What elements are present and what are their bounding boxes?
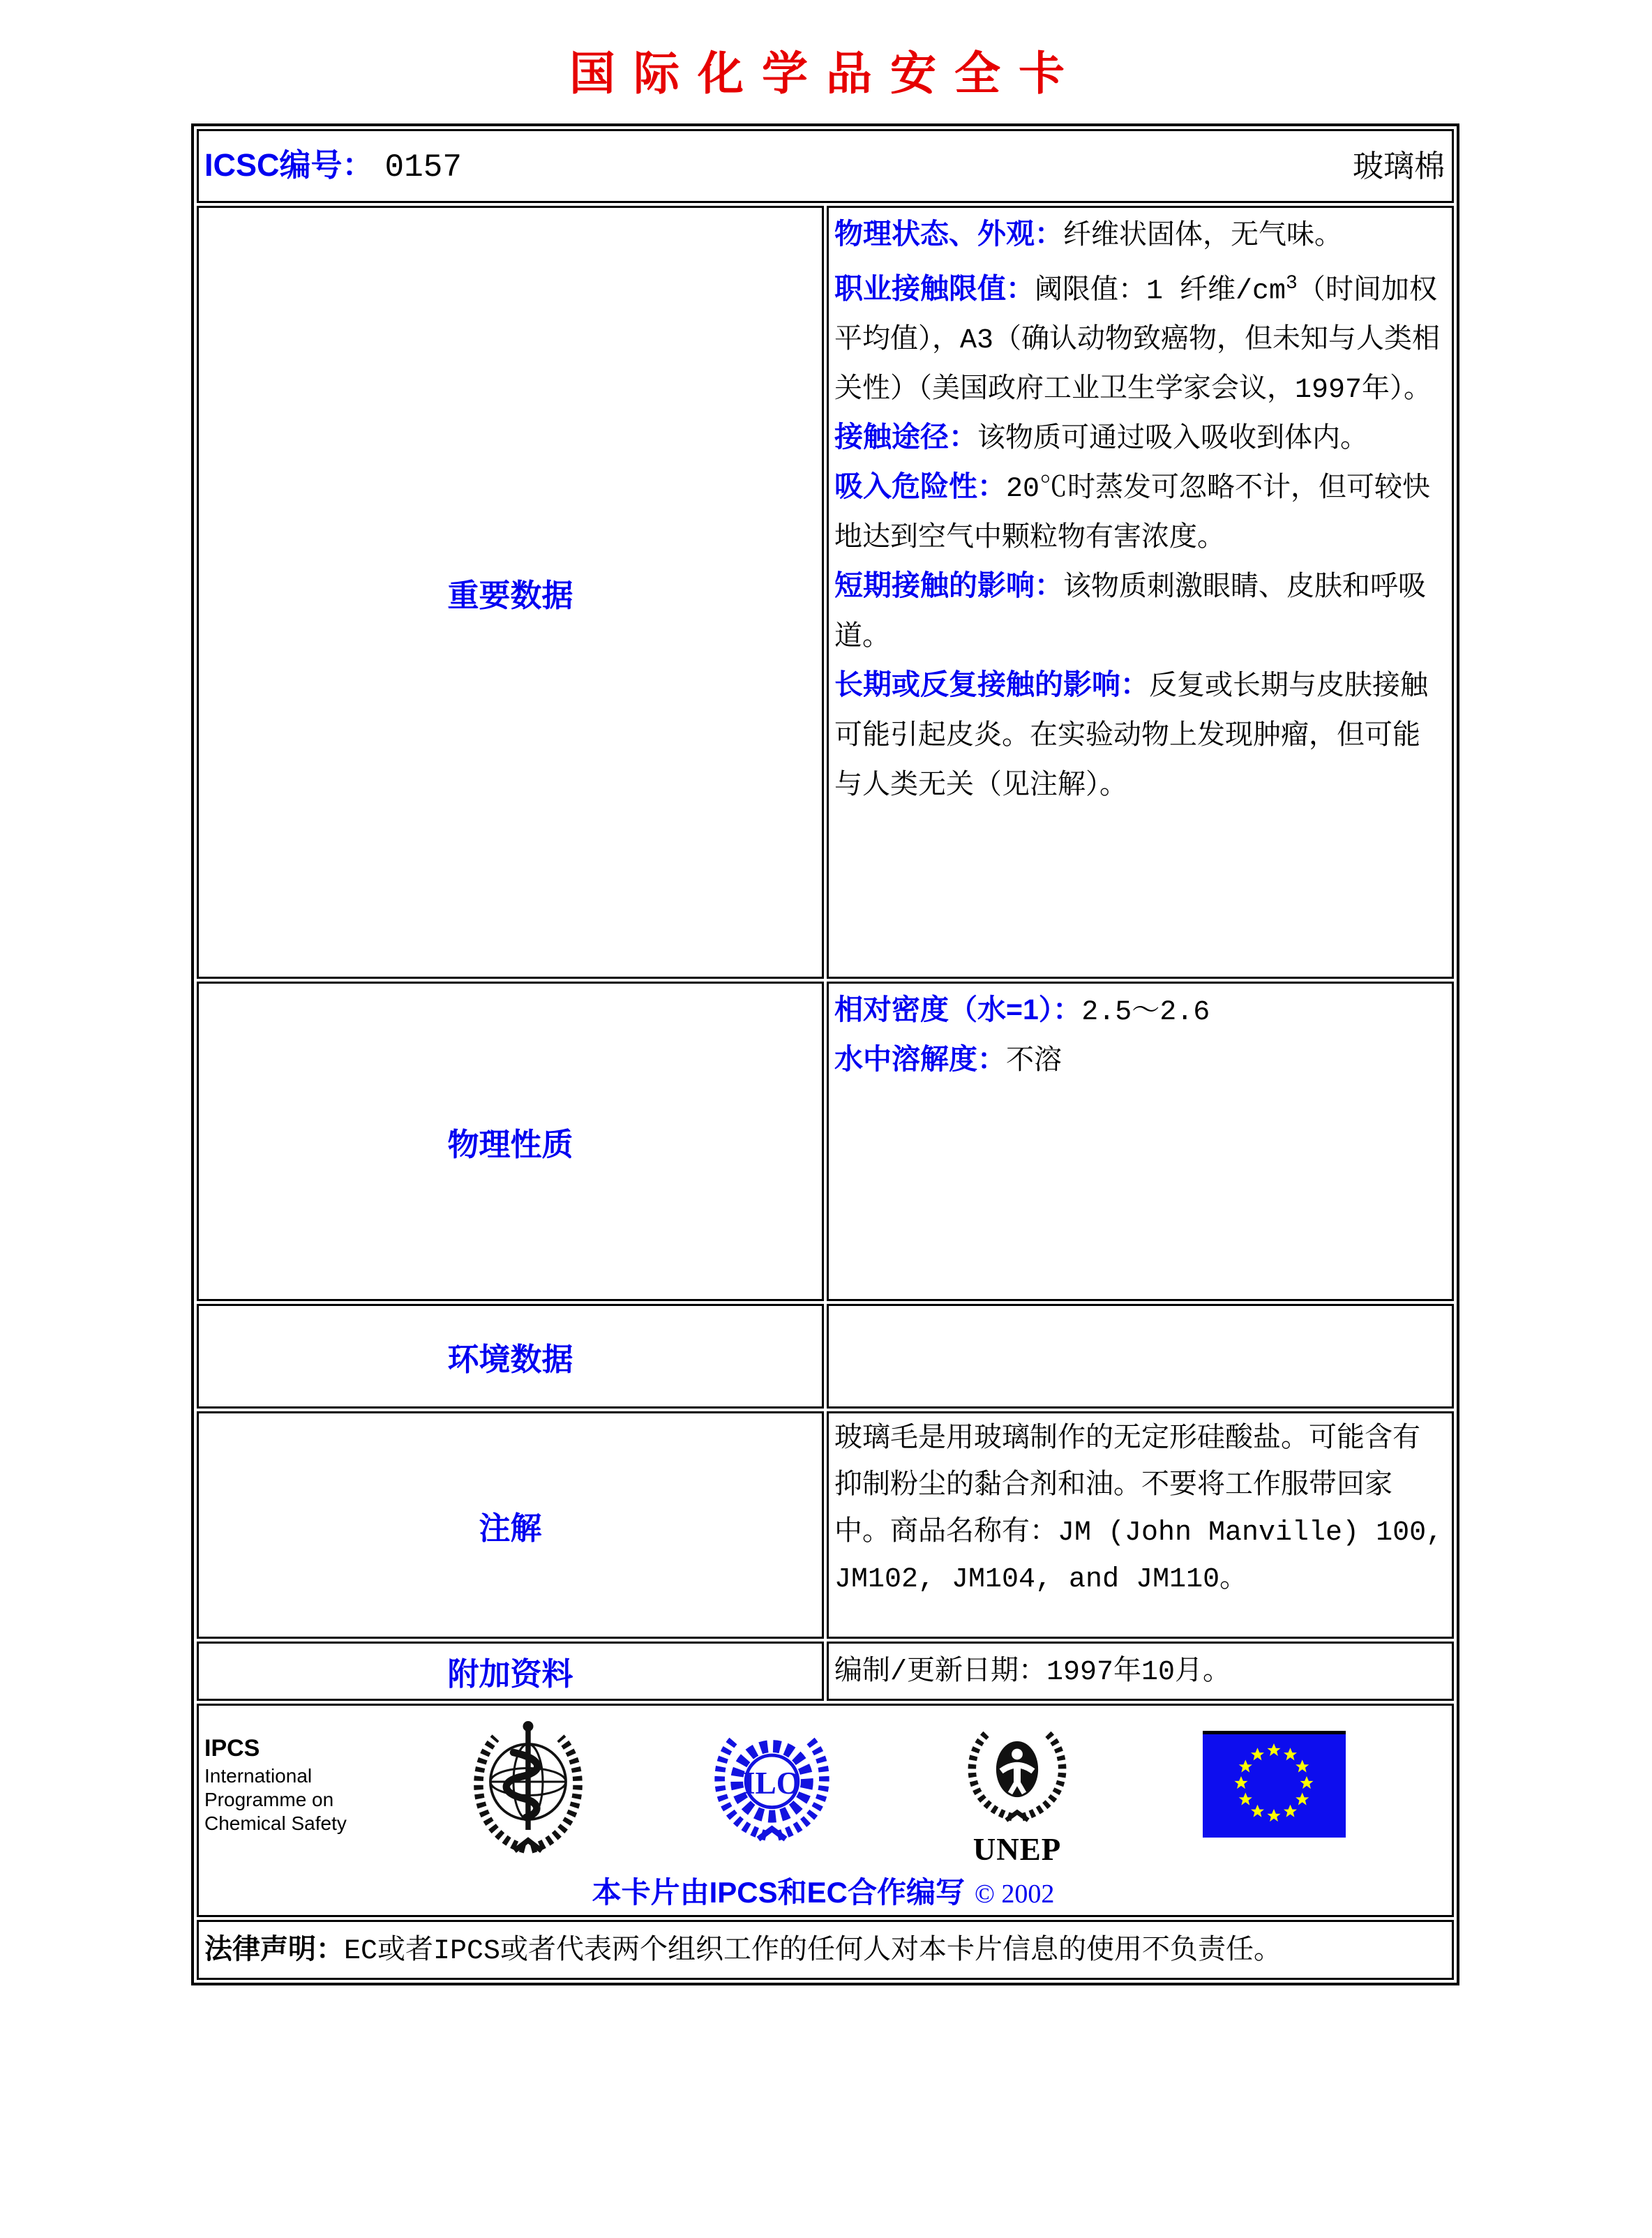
ipcs-acronym: IPCS: [204, 1735, 260, 1762]
field-inhalation-risk: 吸入危险性：20℃时蒸发可忽略不计，但可较快地达到空气中颗粒物有害浓度。: [834, 470, 1431, 555]
substance-name: 玻璃棉: [1353, 149, 1445, 183]
field-relative-density: 相对密度（水=1）：2.5～2.6: [834, 993, 1210, 1028]
important-data-row: [197, 206, 1454, 979]
ipcs-line-3: Chemical Safety: [204, 1812, 347, 1834]
field-long-term-effects: 长期或反复接触的影响：反复或长期与皮肤接触可能引起皮炎。在实验动物上发现肿瘤，但可能与人类无关（见注解）。: [834, 668, 1428, 803]
unep-label: UNEP: [973, 1832, 1062, 1867]
section-label-additional-info: 附加资料: [197, 1642, 824, 1701]
eu-flag-icon: [1203, 1731, 1346, 1838]
field-short-term-effects: 短期接触的影响：该物质刺激眼睛、皮肤和呼吸道。: [834, 569, 1426, 654]
footer-row: [197, 1704, 1454, 1917]
page-title: 国际化学品安全卡: [569, 46, 1083, 100]
field-occupational-exposure-limits: 职业接触限值：阈限值：1 纤维$/cm^3$（时间加权平均值），A3（确认动物致癌物，但未知与人类相关性）（美国政府工业卫生学家会议，1997年）。: [834, 272, 1441, 407]
svg-text:ILO: ILO: [742, 1766, 802, 1801]
ilo-emblem-icon: [704, 1722, 840, 1856]
footer-cell: [197, 1704, 1454, 1917]
who-emblem-icon: [465, 1717, 591, 1869]
caption-text: 本卡片由IPCS和EC合作编写: [592, 1876, 965, 1909]
ipcs-line-1: International: [204, 1765, 313, 1787]
additional-info-row: [197, 1642, 1454, 1701]
field-exposure-routes: 接触途径：该物质可通过吸入吸收到体内。: [834, 421, 1368, 456]
logos-row: [204, 1713, 1442, 1869]
caption-copyright: © 2002: [975, 1879, 1055, 1909]
field-water-solubility: 水中溶解度：不溶: [834, 1043, 1062, 1078]
ipcs-text-block: [204, 1736, 435, 1835]
icsc-number-value: 0157: [384, 149, 462, 186]
icsc-number-group: [204, 142, 462, 191]
ipcs-line-2: Programme on: [204, 1789, 334, 1810]
section-label-important-data: 重要数据: [197, 206, 824, 979]
footer-caption: [204, 1876, 1442, 1911]
section-label-environmental-data: 环境数据: [197, 1304, 824, 1409]
physical-properties-row: [197, 982, 1454, 1301]
environmental-data-content: [827, 1304, 1454, 1409]
physical-properties-content: [827, 982, 1454, 1301]
section-label-notes: 注解: [197, 1411, 824, 1639]
icsc-card-table: [191, 123, 1459, 1985]
unep-emblem-icon: [957, 1721, 1077, 1865]
legal-cell: [197, 1920, 1454, 1980]
field-physical-state: 物理状态、外观：纤维状固体，无气味。: [834, 218, 1342, 253]
header-cell: [197, 129, 1454, 203]
notes-content: 玻璃毛是用玻璃制作的无定形硅酸盐。可能含有抑制粉尘的黏合剂和油。不要将工作服带回家中。商品名称有：JM (John Manville) 100, JM102, JM104, and JM110。: [827, 1411, 1454, 1639]
notes-row: [197, 1411, 1454, 1639]
legal-row: [197, 1920, 1454, 1980]
header-row: [197, 129, 1454, 203]
legal-label: 法律声明：: [204, 1933, 344, 1965]
additional-info-content: 编制/更新日期：1997年10月。: [827, 1642, 1454, 1701]
environmental-data-row: [197, 1304, 1454, 1409]
important-data-content: [827, 206, 1454, 979]
icsc-number-label: ICSC编号：: [204, 147, 374, 183]
legal-text: EC或者IPCS或者代表两个组织工作的任何人对本卡片信息的使用不负责任。: [344, 1935, 1282, 1967]
section-label-physical-properties: 物理性质: [197, 982, 824, 1301]
